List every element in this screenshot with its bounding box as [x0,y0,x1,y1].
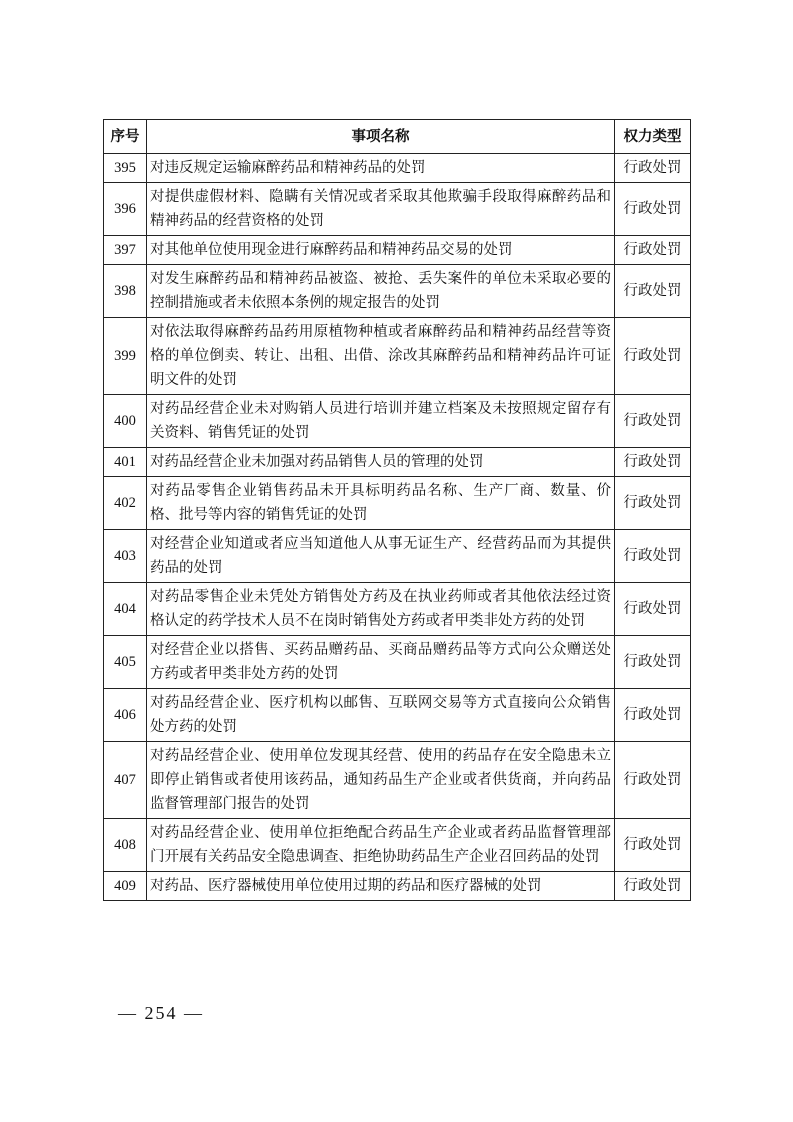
row-seq: 409 [104,872,147,901]
row-name: 对经营企业知道或者应当知道他人从事无证生产、经营药品而为其提供药品的处罚 [147,530,615,583]
row-name: 对药品经营企业、医疗机构以邮售、互联网交易等方式直接向公众销售处方药的处罚 [147,689,615,742]
table-row [104,265,691,318]
row-seq: 395 [104,154,147,183]
row-seq: 402 [104,477,147,530]
row-type: 行政处罚 [615,265,691,318]
row-name: 对药品、医疗器械使用单位使用过期的药品和医疗器械的处罚 [147,872,615,901]
row-name: 对药品经营企业、使用单位发现其经营、使用的药品存在安全隐患未立即停止销售或者使用该药品，通知药品生产企业或者供货商，并向药品监督管理部门报告的处罚 [147,742,615,819]
table-body [104,154,691,901]
row-name: 对药品零售企业未凭处方销售处方药及在执业药师或者其他依法经过资格认定的药学技术人员不在岗时销售处方药或者甲类非处方药的处罚 [147,583,615,636]
row-name: 对依法取得麻醉药品药用原植物种植或者麻醉药品和精神药品经营等资格的单位倒卖、转让、出租、出借、涂改其麻醉药品和精神药品许可证明文件的处罚 [147,318,615,395]
row-type: 行政处罚 [615,636,691,689]
row-type: 行政处罚 [615,183,691,236]
row-name: 对违反规定运输麻醉药品和精神药品的处罚 [147,154,615,183]
row-name: 对其他单位使用现金进行麻醉药品和精神药品交易的处罚 [147,236,615,265]
row-seq: 396 [104,183,147,236]
row-seq: 401 [104,448,147,477]
row-seq: 404 [104,583,147,636]
row-type: 行政处罚 [615,530,691,583]
row-seq: 407 [104,742,147,819]
row-type: 行政处罚 [615,477,691,530]
table-row [104,583,691,636]
table-row [104,395,691,448]
row-name: 对提供虚假材料、隐瞒有关情况或者采取其他欺骗手段取得麻醉药品和精神药品的经营资格的处罚 [147,183,615,236]
row-seq: 399 [104,318,147,395]
table-row [104,636,691,689]
row-seq: 403 [104,530,147,583]
row-type: 行政处罚 [615,395,691,448]
row-seq: 405 [104,636,147,689]
table-row [104,819,691,872]
row-seq: 397 [104,236,147,265]
row-seq: 400 [104,395,147,448]
row-type: 行政处罚 [615,154,691,183]
row-type: 行政处罚 [615,819,691,872]
table-row [104,689,691,742]
table-row [104,154,691,183]
table-row [104,872,691,901]
row-name: 对药品经营企业未对购销人员进行培训并建立档案及未按照规定留存有关资料、销售凭证的处罚 [147,395,615,448]
row-name: 对药品零售企业销售药品未开具标明药品名称、生产厂商、数量、价格、批号等内容的销售凭证的处罚 [147,477,615,530]
row-name: 对药品经营企业、使用单位拒绝配合药品生产企业或者药品监督管理部门开展有关药品安全隐患调查、拒绝协助药品生产企业召回药品的处罚 [147,819,615,872]
row-type: 行政处罚 [615,583,691,636]
row-seq: 406 [104,689,147,742]
row-name: 对经营企业以搭售、买药品赠药品、买商品赠药品等方式向公众赠送处方药或者甲类非处方药的处罚 [147,636,615,689]
table-row [104,448,691,477]
header-seq: 序号 [104,120,147,154]
table-row [104,183,691,236]
table-row [104,742,691,819]
header-type: 权力类型 [615,120,691,154]
page-number: — 254 — [118,1003,204,1023]
row-name: 对药品经营企业未加强对药品销售人员的管理的处罚 [147,448,615,477]
row-type: 行政处罚 [615,872,691,901]
row-type: 行政处罚 [615,448,691,477]
row-name: 对发生麻醉药品和精神药品被盗、被抢、丢失案件的单位未采取必要的控制措施或者未依照本条例的规定报告的处罚 [147,265,615,318]
row-type: 行政处罚 [615,742,691,819]
row-type: 行政处罚 [615,236,691,265]
table-row [104,236,691,265]
row-type: 行政处罚 [615,689,691,742]
header-row [104,120,691,154]
table-row [104,530,691,583]
table-row [104,318,691,395]
row-seq: 408 [104,819,147,872]
row-type: 行政处罚 [615,318,691,395]
header-name: 事项名称 [147,120,615,154]
items-table [103,119,691,901]
row-seq: 398 [104,265,147,318]
table-row [104,477,691,530]
